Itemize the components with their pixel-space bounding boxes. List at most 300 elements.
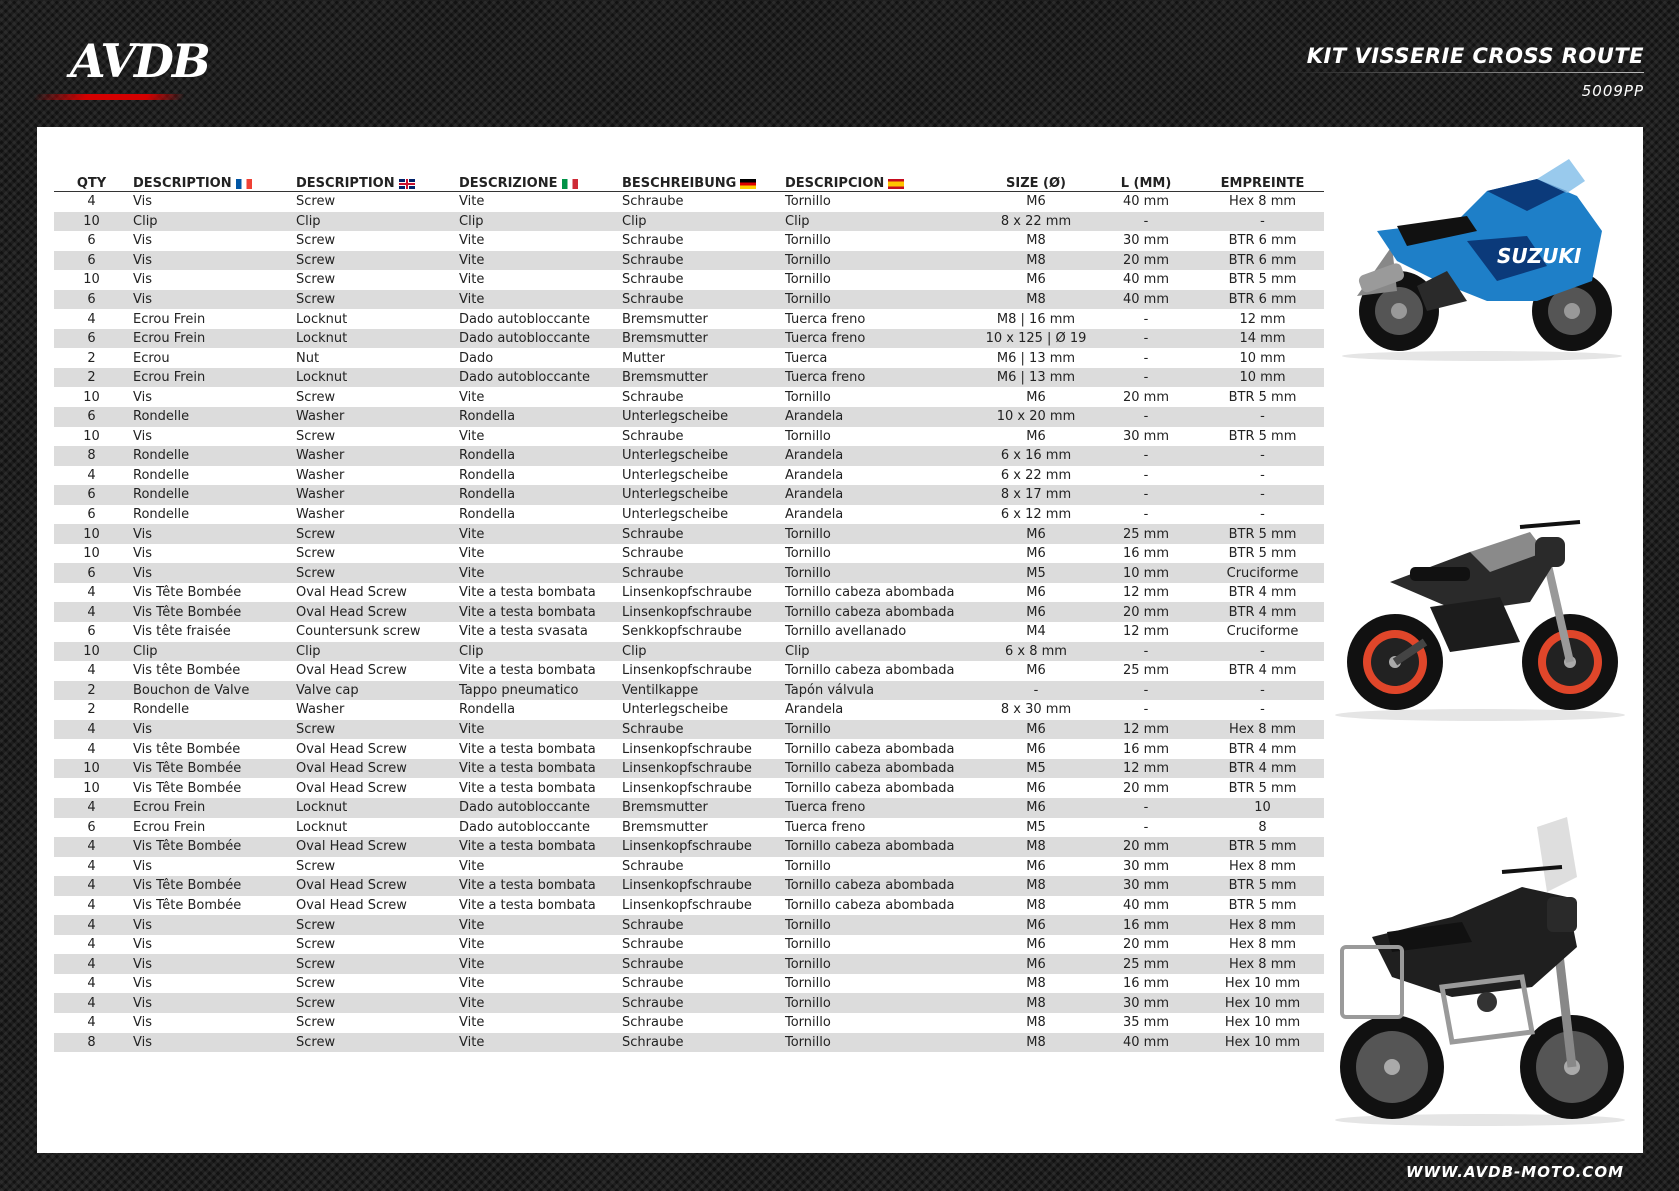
cell-descrizione-it: Vite [459, 546, 485, 562]
cell-empreinte: BTR 5 mm [1228, 780, 1297, 796]
cell-descrizione-it: Vite [455, 1033, 618, 1053]
cell-length: 12 mm [1122, 624, 1169, 640]
cell-qty: 10 [83, 780, 100, 796]
cell-qty: 2 [87, 702, 96, 718]
cell-descripcion-es: Tornillo [785, 858, 831, 874]
cell-descrizione-it: Vite [455, 915, 618, 935]
cell-qty: 10 [54, 524, 129, 544]
cell-description-en: Washer [296, 702, 345, 718]
cell-beschreibung-de: Unterlegscheibe [618, 446, 781, 466]
cell-beschreibung-de: Schraube [618, 915, 781, 935]
cell-descripcion-es: Tornillo [781, 993, 981, 1013]
cell-description-en: Screw [296, 428, 336, 444]
cell-qty: 10 [83, 546, 100, 562]
cell-description-en: Screw [292, 251, 455, 271]
cell-beschreibung-de: Schraube [618, 1033, 781, 1053]
cell-length: 20 mm [1122, 937, 1169, 953]
cell-qty: 4 [87, 897, 96, 913]
cell-descripcion-es: Tornillo cabeza abombada [781, 602, 981, 622]
cell-description-en: Oval Head Screw [292, 759, 455, 779]
cell-beschreibung-de: Linsenkopfschraube [618, 837, 781, 857]
cell-descrizione-it: Rondella [455, 407, 618, 427]
cell-descripcion-es: Tuerca [785, 350, 828, 366]
cell-descripcion-es: Tornillo [781, 290, 981, 310]
col-beschreibung-de: BESCHREIBUNG [618, 167, 781, 192]
cell-description-en: Locknut [296, 819, 348, 835]
cell-empreinte: BTR 4 mm [1201, 602, 1324, 622]
cell-description-fr: Vis [129, 563, 292, 583]
cell-size: M8 [981, 993, 1091, 1013]
cell-descripcion-es: Tuerca freno [781, 798, 981, 818]
cell-length: - [1091, 681, 1201, 701]
cell-descrizione-it: Rondella [455, 485, 618, 505]
cell-description-fr: Ecrou [133, 350, 170, 366]
cell-beschreibung-de: Unterlegscheibe [622, 507, 729, 523]
cell-description-fr: Ecrou Frein [133, 819, 206, 835]
table-row [54, 524, 1324, 544]
cell-beschreibung-de: Schraube [622, 272, 684, 288]
cell-description-fr: Vis [129, 1033, 292, 1053]
cell-description-fr: Vis Tête Bombée [129, 602, 292, 622]
cell-description-en: Screw [292, 720, 455, 740]
cell-empreinte: BTR 5 mm [1228, 897, 1297, 913]
cell-length: 16 mm [1091, 915, 1201, 935]
cell-size: 8 x 17 mm [981, 485, 1091, 505]
cell-descrizione-it: Vite [459, 194, 485, 210]
cell-description-fr: Rondelle [129, 407, 292, 427]
cell-size: M6 | 13 mm [996, 350, 1076, 366]
cell-description-fr: Vis tête fraisée [133, 624, 231, 640]
cell-empreinte: Hex 10 mm [1224, 1015, 1301, 1031]
spain-flag-icon [888, 179, 904, 189]
cell-empreinte: - [1260, 507, 1265, 523]
cell-length: 20 mm [1091, 602, 1201, 622]
cell-beschreibung-de: Bremsmutter [618, 329, 781, 349]
cell-beschreibung-de: Schraube [618, 524, 781, 544]
cell-size: M5 [1026, 819, 1046, 835]
cell-descripcion-es: Tornillo [785, 1015, 831, 1031]
cell-qty: 4 [87, 937, 96, 953]
cell-empreinte: BTR 4 mm [1228, 585, 1297, 601]
cell-qty: 10 [54, 759, 129, 779]
table-row [54, 446, 1324, 466]
cell-descripcion-es: Tornillo [781, 251, 981, 271]
cell-size: M6 [981, 524, 1091, 544]
cell-qty: 10 [83, 272, 100, 288]
col-length: L (MM) [1091, 167, 1201, 192]
cell-description-en: Screw [296, 976, 336, 992]
table-row [54, 387, 1324, 407]
cell-length: 40 mm [1091, 1033, 1201, 1053]
cell-descrizione-it: Vite [455, 563, 618, 583]
cell-size: M6 [1026, 546, 1046, 562]
cell-descrizione-it: Vite a testa bombata [455, 759, 618, 779]
cell-descripcion-es: Tornillo cabeza abombada [781, 876, 981, 896]
cell-beschreibung-de: Schraube [618, 290, 781, 310]
cell-qty: 4 [54, 954, 129, 974]
cell-description-en: Locknut [292, 329, 455, 349]
cell-length: - [1091, 212, 1201, 232]
cell-size: 10 x 125 | Ø 19 [981, 329, 1091, 349]
cell-descrizione-it: Vite [455, 524, 618, 544]
cell-qty: 10 [83, 389, 100, 405]
cell-descripcion-es: Tornillo [781, 720, 981, 740]
cell-length: - [1091, 798, 1201, 818]
cell-size: M8 [1026, 233, 1046, 249]
cell-description-fr: Ecrou Frein [129, 329, 292, 349]
cell-length: - [1091, 446, 1201, 466]
cell-description-en: Oval Head Screw [296, 897, 407, 913]
cell-description-en: Screw [292, 954, 455, 974]
cell-empreinte: BTR 6 mm [1201, 290, 1324, 310]
cell-qty: 8 [54, 446, 129, 466]
cell-descripcion-es: Tornillo [781, 563, 981, 583]
cell-descripcion-es: Tornillo cabeza abombada [781, 759, 981, 779]
cell-beschreibung-de: Linsenkopfschraube [622, 663, 752, 679]
cell-length: 30 mm [1091, 876, 1201, 896]
cell-empreinte: - [1201, 407, 1324, 427]
cell-qty: 6 [54, 563, 129, 583]
cell-description-fr: Vis [133, 233, 152, 249]
cell-qty: 2 [87, 350, 96, 366]
cell-description-en: Countersunk screw [296, 624, 421, 640]
cell-length: - [1143, 507, 1149, 523]
table-row [54, 896, 1324, 916]
cell-description-en: Screw [292, 1033, 455, 1053]
cell-size: M6 [981, 954, 1091, 974]
cell-descripcion-es: Arandela [781, 485, 981, 505]
cell-descripcion-es: Tornillo [781, 524, 981, 544]
cell-qty: 4 [87, 1015, 96, 1031]
cell-descrizione-it: Rondella [459, 467, 516, 483]
cell-empreinte: - [1201, 681, 1324, 701]
cell-descrizione-it: Vite a testa svasata [459, 624, 588, 640]
cell-length: 10 mm [1091, 563, 1201, 583]
product-reference: 5009PP [1581, 82, 1644, 100]
cell-beschreibung-de: Schraube [622, 428, 684, 444]
cell-descripcion-es: Tornillo [785, 428, 831, 444]
cell-qty: 6 [54, 290, 129, 310]
cell-descrizione-it: Vite a testa bombata [459, 663, 596, 679]
cell-descrizione-it: Vite a testa bombata [459, 897, 596, 913]
cell-qty: 6 [54, 251, 129, 271]
table-row [54, 251, 1324, 271]
cell-description-fr: Ecrou Frein [129, 798, 292, 818]
col-descrizione-it: DESCRIZIONE [455, 167, 618, 192]
cell-qty: 4 [54, 915, 129, 935]
cell-description-fr: Ecrou Frein [133, 311, 206, 327]
cell-description-en: Screw [292, 563, 455, 583]
col-description-en: DESCRIPTION [292, 167, 455, 192]
cell-qty: 4 [87, 663, 96, 679]
cell-size: M8 [981, 837, 1091, 857]
cell-empreinte: - [1201, 485, 1324, 505]
cell-empreinte: Hex 8 mm [1228, 937, 1297, 953]
cell-qty: 4 [87, 976, 96, 992]
cell-beschreibung-de: Linsenkopfschraube [618, 759, 781, 779]
cell-description-en: Screw [296, 546, 336, 562]
cell-empreinte: 14 mm [1201, 329, 1324, 349]
table-row [54, 368, 1324, 388]
table-row [54, 1013, 1324, 1033]
cell-description-fr: Clip [129, 212, 292, 232]
cell-descrizione-it: Vite [455, 290, 618, 310]
cell-description-en: Screw [292, 993, 455, 1013]
cell-description-en: Clip [292, 642, 455, 662]
cell-empreinte: - [1260, 467, 1265, 483]
parts-table [54, 167, 1324, 1052]
cell-beschreibung-de: Mutter [622, 350, 665, 366]
cell-empreinte: Hex 10 mm [1224, 976, 1301, 992]
italy-flag-icon [562, 179, 578, 189]
cell-descrizione-it: Clip [455, 212, 618, 232]
cell-qty: 4 [54, 602, 129, 622]
cell-size: M4 [1026, 624, 1046, 640]
cell-length: 20 mm [1122, 389, 1169, 405]
cell-descrizione-it: Vite [455, 720, 618, 740]
cell-beschreibung-de: Schraube [622, 233, 684, 249]
page-title: KIT VISSERIE CROSS ROUTE [1306, 44, 1644, 68]
cell-empreinte: Hex 8 mm [1201, 720, 1324, 740]
cell-descripcion-es: Tornillo cabeza abombada [781, 837, 981, 857]
table-row [54, 505, 1324, 525]
table-row [54, 407, 1324, 427]
cell-description-en: Screw [296, 858, 336, 874]
cell-description-en: Oval Head Screw [292, 602, 455, 622]
cell-description-en: Screw [296, 1015, 336, 1031]
cell-description-fr: Vis [129, 954, 292, 974]
cell-descrizione-it: Tappo pneumatico [455, 681, 618, 701]
cell-beschreibung-de: Linsenkopfschraube [618, 876, 781, 896]
cell-qty: 10 [54, 642, 129, 662]
cell-qty: 4 [87, 585, 96, 601]
avdb-logo [34, 32, 209, 112]
cell-descrizione-it: Dado autobloccante [455, 329, 618, 349]
cell-size: M6 [1026, 194, 1046, 210]
cell-description-fr: Vis [133, 194, 152, 210]
cell-descripcion-es: Tuerca freno [781, 368, 981, 388]
cell-description-fr: Vis [133, 937, 152, 953]
cell-descripcion-es: Tornillo [781, 915, 981, 935]
cell-description-fr: Vis [129, 993, 292, 1013]
cell-beschreibung-de: Schraube [618, 993, 781, 1013]
cell-beschreibung-de: Linsenkopfschraube [618, 602, 781, 622]
table-row [54, 642, 1324, 662]
cell-empreinte: BTR 4 mm [1201, 759, 1324, 779]
cell-empreinte: BTR 5 mm [1228, 546, 1297, 562]
table-row [54, 993, 1324, 1013]
cell-beschreibung-de: Unterlegscheibe [622, 702, 729, 718]
cell-descrizione-it: Vite [459, 428, 485, 444]
table-body [54, 192, 1324, 1053]
cell-qty: 6 [54, 329, 129, 349]
cell-empreinte: 12 mm [1239, 311, 1286, 327]
cell-beschreibung-de: Schraube [622, 389, 684, 405]
cell-descripcion-es: Tornillo [781, 954, 981, 974]
cell-empreinte: BTR 4 mm [1228, 663, 1297, 679]
cell-beschreibung-de: Linsenkopfschraube [622, 741, 752, 757]
cell-qty: 10 [54, 212, 129, 232]
cell-size: 6 x 16 mm [981, 446, 1091, 466]
cell-length: - [1091, 485, 1201, 505]
table-row [54, 915, 1324, 935]
cell-descripcion-es: Tornillo [785, 233, 831, 249]
cell-length: 16 mm [1122, 976, 1169, 992]
cell-size: M6 [1026, 272, 1046, 288]
cell-description-en: Locknut [296, 311, 348, 327]
cell-description-fr: Vis Tête Bombée [129, 837, 292, 857]
cell-description-en: Valve cap [292, 681, 455, 701]
table-row [54, 290, 1324, 310]
cell-size: M6 [1026, 780, 1046, 796]
cell-beschreibung-de: Schraube [618, 251, 781, 271]
cell-qty: 6 [87, 233, 96, 249]
cell-qty: 4 [87, 311, 96, 327]
cell-beschreibung-de: Bremsmutter [618, 368, 781, 388]
cell-empreinte: Hex 8 mm [1228, 194, 1297, 210]
cell-size: M8 [981, 290, 1091, 310]
cell-qty: 4 [54, 876, 129, 896]
cell-description-en: Screw [292, 915, 455, 935]
cell-qty: 4 [87, 194, 96, 210]
cell-beschreibung-de: Linsenkopfschraube [622, 897, 752, 913]
website-url[interactable]: WWW.AVDB-MOTO.COM [1405, 1163, 1624, 1181]
col-qty: QTY [54, 167, 129, 192]
cell-description-fr: Vis [129, 290, 292, 310]
cell-size: M8 [1026, 897, 1046, 913]
cell-size: M6 [1026, 663, 1046, 679]
cell-descripcion-es: Clip [781, 642, 981, 662]
cell-descrizione-it: Rondella [459, 507, 516, 523]
cell-description-en: Washer [296, 507, 345, 523]
cell-description-fr: Vis tête Bombée [133, 663, 241, 679]
cell-size: M5 [981, 759, 1091, 779]
cell-descrizione-it: Vite [455, 993, 618, 1013]
table-row [54, 837, 1324, 857]
cell-beschreibung-de: Bremsmutter [622, 311, 708, 327]
cell-descrizione-it: Vite [459, 233, 485, 249]
cell-length: - [1091, 407, 1201, 427]
cell-length: 16 mm [1122, 546, 1169, 562]
cell-descrizione-it: Vite a testa bombata [455, 876, 618, 896]
cell-description-fr: Vis tête Bombée [133, 741, 241, 757]
cell-size: M8 [1026, 1015, 1046, 1031]
cell-beschreibung-de: Unterlegscheibe [618, 485, 781, 505]
cell-qty: 8 [54, 1033, 129, 1053]
cell-descripcion-es: Tornillo [785, 937, 831, 953]
table-row [54, 348, 1324, 368]
cell-empreinte: 10 mm [1239, 350, 1286, 366]
table-row [54, 700, 1324, 720]
cell-beschreibung-de: Bremsmutter [618, 798, 781, 818]
cell-descrizione-it: Vite [455, 954, 618, 974]
cell-length: - [1143, 467, 1149, 483]
cell-descrizione-it: Rondella [459, 702, 516, 718]
cell-size: M6 [1026, 937, 1046, 953]
cell-descrizione-it: Dado autobloccante [459, 311, 590, 327]
cell-descripcion-es: Clip [781, 212, 981, 232]
cell-length: 12 mm [1091, 720, 1201, 740]
cell-descrizione-it: Clip [455, 642, 618, 662]
cell-qty: 2 [54, 681, 129, 701]
cell-beschreibung-de: Schraube [622, 858, 684, 874]
cell-size: 10 x 20 mm [981, 407, 1091, 427]
cell-description-en: Locknut [292, 368, 455, 388]
cell-empreinte: BTR 4 mm [1228, 741, 1297, 757]
cell-length: 12 mm [1122, 585, 1169, 601]
cell-beschreibung-de: Schraube [618, 954, 781, 974]
cell-size: M6 [981, 602, 1091, 622]
cell-description-en: Washer [292, 485, 455, 505]
cell-qty: 2 [54, 368, 129, 388]
cell-description-en: Screw [296, 272, 336, 288]
table-row [54, 622, 1324, 642]
cell-length: 12 mm [1091, 759, 1201, 779]
cell-length: 25 mm [1091, 954, 1201, 974]
cell-empreinte: BTR 5 mm [1201, 876, 1324, 896]
cell-descrizione-it: Dado autobloccante [455, 368, 618, 388]
cell-description-fr: Vis [133, 546, 152, 562]
cell-empreinte: BTR 6 mm [1228, 233, 1297, 249]
cell-empreinte: Cruciforme [1201, 563, 1324, 583]
cell-descrizione-it: Vite [459, 272, 485, 288]
cell-qty: 4 [87, 858, 96, 874]
cell-descripcion-es: Tornillo [785, 272, 831, 288]
cell-descrizione-it: Vite a testa bombata [459, 780, 596, 796]
cell-length: 35 mm [1122, 1015, 1169, 1031]
table-row [54, 778, 1324, 798]
cell-description-fr: Vis [129, 720, 292, 740]
cell-size: M8 [981, 251, 1091, 271]
cell-description-fr: Vis Tête Bombée [129, 759, 292, 779]
table-header-row [54, 167, 1324, 192]
cell-beschreibung-de: Schraube [618, 720, 781, 740]
cell-length: 30 mm [1122, 233, 1169, 249]
table-row [54, 427, 1324, 447]
cell-descrizione-it: Dado [459, 350, 494, 366]
cell-descripcion-es: Tornillo [785, 389, 831, 405]
table-row [54, 818, 1324, 838]
table-row [54, 759, 1324, 779]
cell-description-fr: Vis [133, 389, 152, 405]
cell-description-fr: Clip [129, 642, 292, 662]
germany-flag-icon [740, 179, 756, 189]
cell-description-fr: Vis [133, 428, 152, 444]
table-row [54, 563, 1324, 583]
cell-size: 6 x 12 mm [1000, 507, 1072, 523]
table-row [54, 974, 1324, 994]
cell-descrizione-it: Dado autobloccante [459, 819, 590, 835]
cell-descripcion-es: Tuerca freno [785, 819, 866, 835]
cell-size: 6 x 22 mm [1000, 467, 1072, 483]
cell-description-en: Screw [296, 194, 336, 210]
cell-descrizione-it: Vite a testa bombata [459, 585, 596, 601]
cell-qty: 4 [54, 798, 129, 818]
cell-description-fr: Rondelle [133, 702, 190, 718]
cell-size: M8 [981, 876, 1091, 896]
cell-description-en: Oval Head Screw [296, 585, 407, 601]
cell-size: 6 x 8 mm [981, 642, 1091, 662]
cell-length: - [1091, 642, 1201, 662]
cell-beschreibung-de: Senkkopfschraube [622, 624, 742, 640]
cell-length: 20 mm [1122, 780, 1169, 796]
col-description-fr: DESCRIPTION [129, 167, 292, 192]
cell-descrizione-it: Vite [459, 858, 485, 874]
cell-description-fr: Rondelle [129, 485, 292, 505]
cell-empreinte: 10 [1201, 798, 1324, 818]
cell-descripcion-es: Tornillo cabeza abombada [785, 897, 955, 913]
cell-descrizione-it: Vite [459, 937, 485, 953]
